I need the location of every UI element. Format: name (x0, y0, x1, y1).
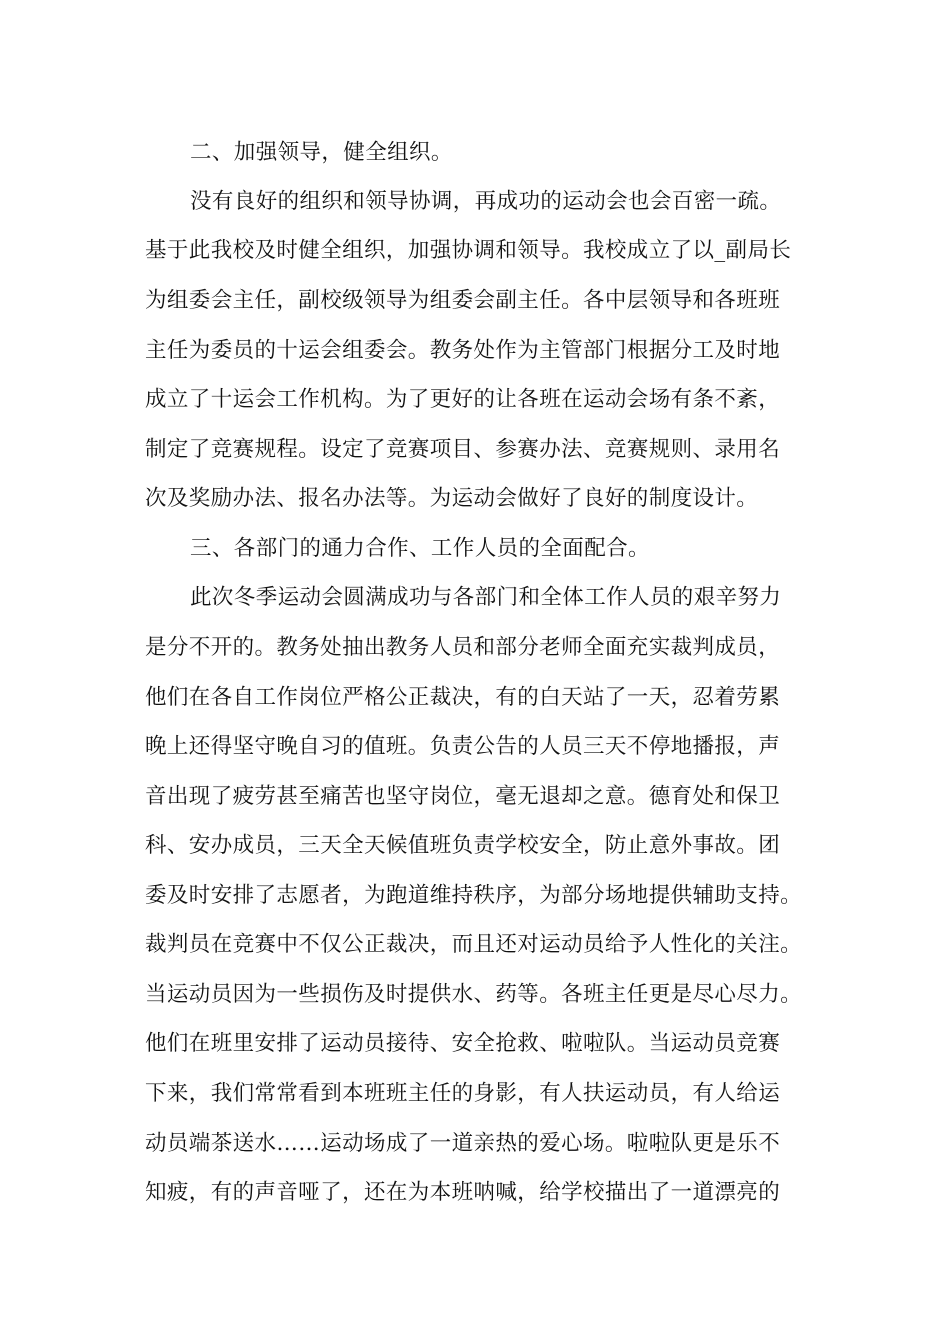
paragraph-line: 委及时安排了志愿者，为跑道维持秩序，为部分场地提供辅助支持。 (145, 883, 803, 908)
section-heading-3: 三、各部门的通力合作、工作人员的全面配合。 (190, 536, 650, 561)
paragraph-line: 他们在班里安排了运动员接待、安全抢救、啦啦队。当运动员竞赛 (145, 1031, 781, 1056)
paragraph-line: 科、安办成员，三天全天候值班负责学校安全，防止意外事故。团 (145, 833, 781, 858)
paragraph-line: 晚上还得坚守晚自习的值班。负责公告的人员三天不停地播报，声 (145, 734, 781, 759)
paragraph-line: 为组委会主任，副校级领导为组委会副主任。各中层领导和各班班 (145, 288, 781, 313)
paragraph-line: 知疲，有的声音哑了，还在为本班呐喊，给学校描出了一道漂亮的 (145, 1180, 781, 1205)
paragraph-line: 制定了竞赛规程。设定了竞赛项目、参赛办法、竞赛规则、录用名 (145, 437, 781, 462)
paragraph-line: 裁判员在竞赛中不仅公正裁决，而且还对运动员给予人性化的关注。 (145, 932, 803, 957)
section-heading-2: 二、加强领导，健全组织。 (190, 140, 453, 165)
paragraph-line: 动员端茶送水……运动场成了一道亲热的爱心场。啦啦队更是乐不 (145, 1131, 781, 1156)
paragraph-line: 他们在各自工作岗位严格公正裁决，有的白天站了一天，忍着劳累 (145, 685, 781, 710)
paragraph-line: 基于此我校及时健全组织，加强协调和领导。我校成立了以_副局长 (145, 238, 792, 263)
paragraph-line: 是分不开的。教务处抽出教务人员和部分老师全面充实裁判成员， (145, 635, 781, 660)
paragraph-line: 成立了十运会工作机构。为了更好的让各班在运动会场有条不紊， (145, 387, 781, 412)
paragraph-line: 下来，我们常常看到本班班主任的身影，有人扶运动员，有人给运 (145, 1081, 781, 1106)
paragraph-line: 此次冬季运动会圆满成功与各部门和全体工作人员的艰辛努力 (190, 585, 782, 610)
paragraph-line: 当运动员因为一些损伤及时提供水、药等。各班主任更是尽心尽力。 (145, 982, 803, 1007)
paragraph-line: 主任为委员的十运会组委会。教务处作为主管部门根据分工及时地 (145, 338, 781, 363)
paragraph-line: 次及奖励办法、报名办法等。为运动会做好了良好的制度设计。 (145, 486, 759, 511)
paragraph-line: 音出现了疲劳甚至痛苦也坚守岗位，毫无退却之意。德育处和保卫 (145, 784, 781, 809)
paragraph-line: 没有良好的组织和领导协调，再成功的运动会也会百密一疏。 (190, 189, 782, 214)
